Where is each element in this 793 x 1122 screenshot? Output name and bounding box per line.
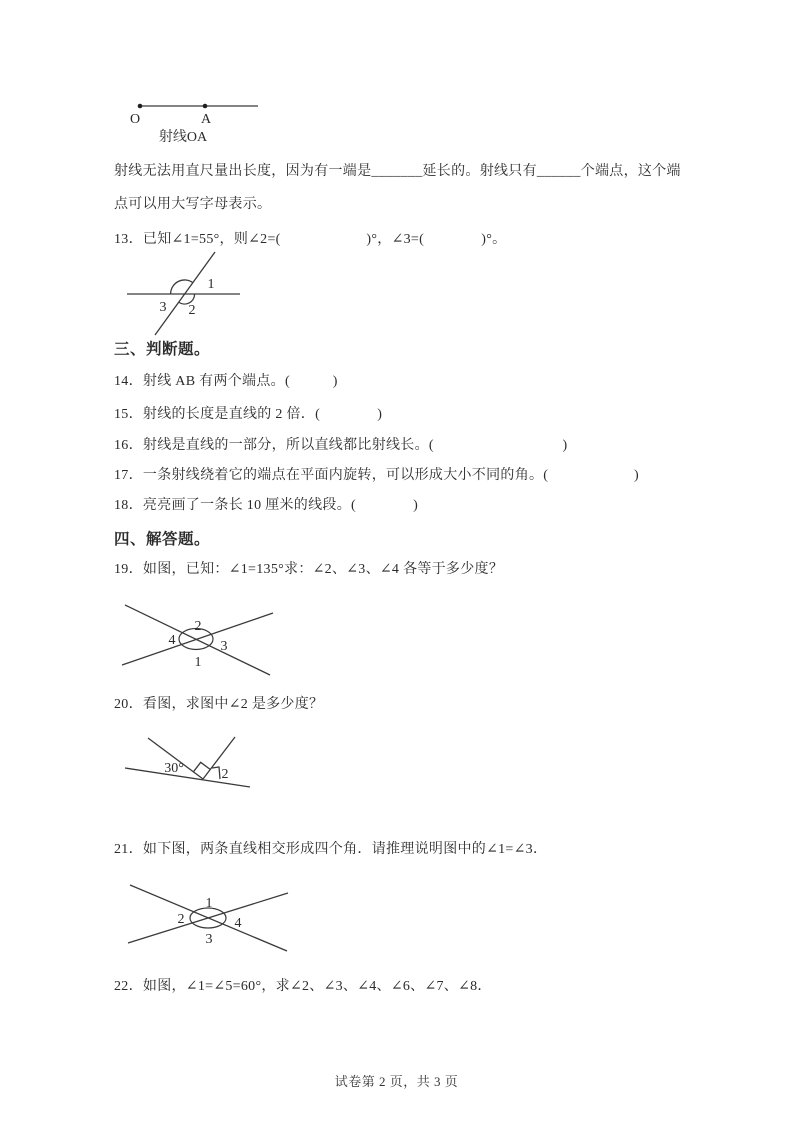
question-19: 19．如图，已知：∠1=135°求：∠2、∠3、∠4 各等于多少度？	[114, 562, 504, 577]
question-20: 20．看图，求图中∠2 是多少度？	[114, 697, 324, 712]
question-14: 14．射线 AB 有两个端点。( )	[114, 374, 338, 389]
question-17: 17．一条射线绕着它的端点在平面内旋转，可以形成大小不同的角。( )	[114, 468, 640, 483]
angle-2-label: 2	[194, 619, 202, 634]
q21-angle-figure	[120, 878, 295, 963]
angle-4-label: 4	[168, 633, 176, 648]
question-16: 16．射线是直线的一部分，所以直线都比射线长。( )	[114, 438, 568, 453]
endpoint-o-dot	[138, 104, 143, 109]
paragraph-line-2: 点可以用大写字母表示。	[114, 197, 272, 212]
page-footer: 试卷第 2 页，共 3 页	[334, 1074, 459, 1089]
angle-2-label: 2	[188, 303, 196, 318]
ray-oa-figure	[125, 95, 275, 150]
angle-4-label: 4	[234, 916, 242, 931]
angle-2-label: 2	[221, 767, 229, 782]
paragraph-line-1: 射线无法用直尺量出长度，因为有一端是_______延长的。射线只有______个端点，这个端	[114, 164, 681, 179]
base-line	[125, 768, 250, 787]
section-4-heading: 四、解答题。	[114, 531, 211, 548]
section-3-heading: 三、判断题。	[114, 341, 211, 358]
question-22: 22．如图，∠1=∠5=60°，求∠2、∠3、∠4、∠6、∠7、∠8．	[114, 979, 492, 994]
angle-30-label: 30°	[164, 761, 184, 776]
q13-angle-figure	[120, 246, 255, 346]
question-13: 13．已知∠1=55°，则∠2=( )°，∠3=( )°。	[114, 232, 507, 247]
q19-angle-figure	[115, 598, 285, 688]
q20-angle-figure	[118, 728, 258, 803]
angle-1-label: 1	[207, 277, 215, 292]
angle-1-label: 1	[205, 896, 213, 911]
point-o-label: O	[129, 112, 141, 127]
angle-3-label: 3	[205, 932, 213, 947]
angle-1-label: 1	[194, 655, 202, 670]
question-18: 18．亮亮画了一条长 10 厘米的线段。( )	[114, 498, 419, 513]
ray-caption: 射线OA	[158, 130, 208, 145]
angle-3-label: 3	[159, 300, 167, 315]
angle-2-label: 2	[177, 912, 185, 927]
point-a-label: A	[200, 112, 212, 127]
angle-2-mark	[212, 767, 220, 779]
question-21: 21．如下图，两条直线相交形成四个角．请推理说明图中的∠1=∠3．	[114, 842, 548, 857]
right-angle-mark	[193, 762, 210, 772]
point-a-dot	[203, 104, 208, 109]
question-15: 15．射线的长度是直线的 2 倍．( )	[114, 407, 383, 422]
angle-3-label: 3	[220, 639, 228, 654]
